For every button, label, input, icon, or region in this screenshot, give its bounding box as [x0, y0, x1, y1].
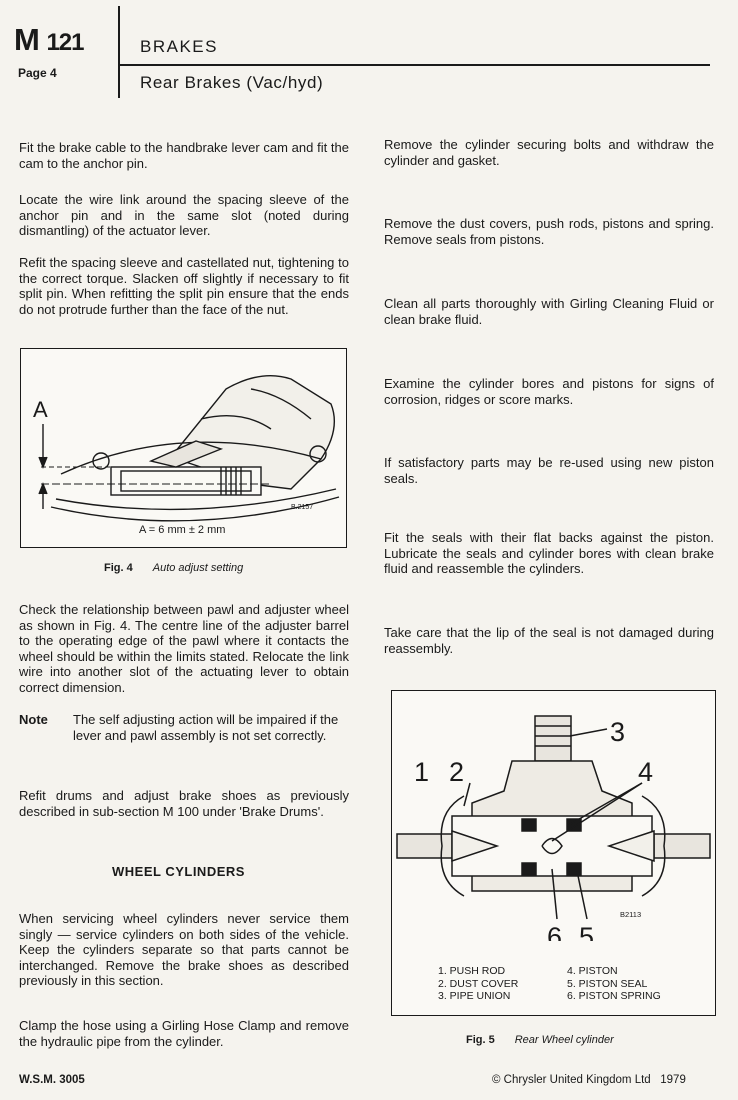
page-title: BRAKES: [140, 37, 218, 56]
note-block: [19, 712, 349, 743]
fig5-callout-5: 5: [579, 922, 595, 941]
right-paragraph-2: Remove the dust covers, push rods, pistons and spring. Remove seals from pistons.: [384, 216, 714, 247]
note-label: Note: [19, 712, 48, 727]
left-paragraph-3: Refit the spacing sleeve and castellated nut, tightening to the correct torque. Slacken off slightly if necessary to fit split pin. When refitting the split pin ensure that the ends do not protrude further than the face of the nut.: [19, 255, 349, 317]
footer-copyright: © Chrysler United Kingdom Ltd 1979: [492, 1074, 686, 1086]
left-paragraph-7: Clamp the hose using a Girling Hose Clamp and remove the hydraulic pipe from the cylinder.: [19, 1018, 349, 1049]
fig4-drawing: [21, 349, 346, 547]
fig5-callout-2: 2: [449, 757, 465, 787]
legend-item: 5. PISTON SEAL: [567, 977, 648, 990]
fig4-label-a: A: [33, 397, 48, 422]
legend-item: 2. DUST COVER: [438, 977, 519, 990]
fig4-caption-text: Auto adjust setting: [152, 562, 244, 574]
left-paragraph-2: Locate the wire link around the spacing sleeve of the anchor pin and in the same slot (noted during dismantling) of the actuator lever.: [19, 192, 349, 239]
footer-doc-number: W.S.M. 3005: [19, 1074, 85, 1086]
fig5-callout-4: 4: [638, 757, 654, 787]
fig4-ref-code: B.2157: [291, 504, 314, 511]
header-vertical-rule: [118, 6, 120, 98]
fig5-callout-6: 6: [547, 922, 563, 941]
fig5-callout-1: 1: [414, 757, 430, 787]
left-paragraph-5: Refit drums and adjust brake shoes as previously described in sub-section M 100 under 'Brake Drums'.: [19, 788, 349, 819]
left-paragraph-6: When servicing wheel cylinders never service them singly — service cylinders on both sides of the vehicle. Keep the cylinders separate so that parts cannot be interchanged. Remove the brake shoes as described previously in this section.: [19, 911, 349, 989]
fig5-legend-left: [438, 965, 518, 1003]
legend-item: 6. PISTON SPRING: [567, 990, 661, 1002]
fig5-callout-3: 3: [610, 717, 626, 747]
legend-item: 3. PIPE UNION: [438, 990, 511, 1002]
left-paragraph-4: Check the relationship between pawl and adjuster wheel as shown in Fig. 4. The centre line of the adjuster barrel to the operating edge of the pawl where it contacts the wheel should be within the limits stated. Relocate the link wire into another slot of the actuating lever to obtain correct dimension.: [19, 602, 349, 695]
fig4-caption: [104, 562, 243, 574]
right-paragraph-4: Examine the cylinder bores and pistons for signs of corrosion, ridges or score marks.: [384, 376, 714, 407]
wheel-cylinders-heading: WHEEL CYLINDERS: [112, 864, 245, 879]
figure-5: [391, 690, 716, 1016]
fig4-formula: A = 6 mm ± 2 mm: [139, 524, 226, 536]
section-number: 121: [46, 29, 84, 56]
left-paragraph-1: Fit the brake cable to the handbrake lever cam and fit the cam to the anchor pin.: [19, 140, 349, 171]
right-paragraph-3: Clean all parts thoroughly with Girling Cleaning Fluid or clean brake fluid.: [384, 296, 714, 327]
note-text: The self adjusting action will be impaired if the lever and pawl assembly is not set correctly.: [73, 712, 339, 743]
section-code: [14, 22, 84, 58]
fig4-caption-number: Fig. 4: [104, 562, 133, 574]
fig5-caption-text: Rear Wheel cylinder: [514, 1034, 614, 1046]
header-horizontal-rule: [118, 64, 710, 66]
right-paragraph-1: Remove the cylinder securing bolts and withdraw the cylinder and gasket.: [384, 137, 714, 168]
right-paragraph-6: Fit the seals with their flat backs against the piston. Lubricate the seals and cylinder bores with clean brake fluid and reassemble the cylinders.: [384, 530, 714, 577]
page-label: Page 4: [18, 66, 57, 80]
fig5-legend-right: [567, 965, 661, 1003]
page-subtitle: Rear Brakes (Vac/hyd): [140, 73, 324, 92]
figure-4: [20, 348, 347, 548]
right-paragraph-7: Take care that the lip of the seal is not damaged during reassembly.: [384, 625, 714, 656]
section-letter: M: [14, 22, 39, 57]
legend-item: 1. PUSH ROD: [438, 965, 506, 977]
legend-item: 4. PISTON: [567, 965, 618, 977]
fig5-drawing: [392, 691, 715, 941]
right-paragraph-5: If satisfactory parts may be re-used using new piston seals.: [384, 455, 714, 486]
fig5-caption: [466, 1034, 614, 1046]
fig5-caption-number: Fig. 5: [466, 1034, 495, 1046]
fig5-ref-code: B2113: [620, 910, 642, 919]
